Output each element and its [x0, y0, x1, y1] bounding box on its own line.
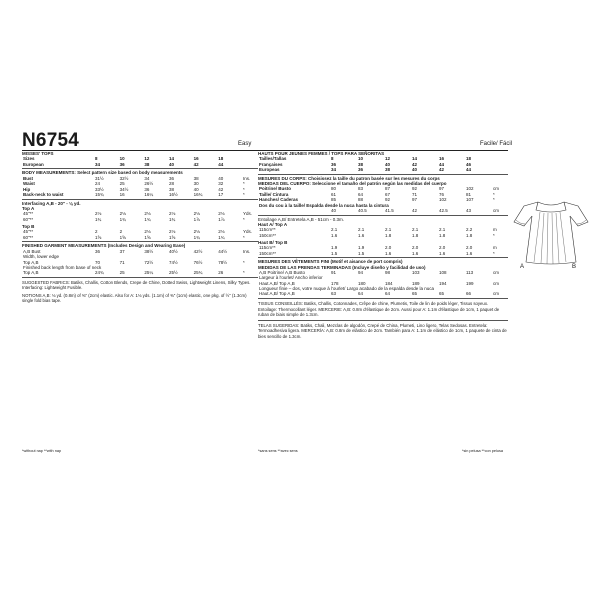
unit-cell: *: [493, 232, 495, 238]
cell: 34: [95, 161, 101, 167]
body-measurements-section-fr: [258, 175, 508, 216]
cell: 1.6: [385, 250, 392, 256]
cell: 74½: [168, 259, 178, 265]
row-label: Finished back length from base of neck: [23, 264, 102, 270]
cell: 12: [144, 156, 150, 162]
cell: 78½: [218, 259, 228, 265]
cell: 42: [218, 186, 224, 192]
row-label: Europeas: [259, 167, 280, 173]
difficulty-fr: Facile/ Fácil: [480, 141, 513, 147]
table-row: [22, 162, 258, 167]
cell: 24: [95, 181, 101, 187]
cell: 199: [466, 280, 474, 286]
cell: 88: [358, 197, 364, 203]
telas-section: [258, 321, 508, 342]
cell: 41.5: [385, 207, 394, 213]
unit-cell: Yds.: [243, 229, 253, 235]
row-label: European: [23, 161, 44, 167]
cell: 1¾: [95, 216, 102, 222]
fabrics-notions-section: [22, 278, 258, 306]
cell: 17: [218, 191, 224, 197]
row-label: 45"**: [23, 211, 34, 217]
cell: 1.8: [466, 232, 473, 238]
cell: 67: [385, 191, 391, 197]
cell: 30: [193, 181, 199, 187]
view-label-b: B: [572, 264, 577, 270]
row-label: 115cm**: [259, 227, 276, 233]
cell: 38: [385, 167, 391, 173]
cell: 2.1: [439, 227, 446, 233]
cell: 2⅛: [144, 211, 151, 217]
cell: 16: [193, 156, 199, 162]
cell: 32½: [119, 175, 129, 181]
cell: 43: [466, 207, 472, 213]
row-label: Bust: [23, 175, 33, 181]
cell: 64: [358, 291, 364, 297]
cell: 65: [439, 291, 445, 297]
row-label: A,B Bust: [23, 248, 41, 254]
cell: 107: [466, 197, 474, 203]
view-title: Haut A/ Top A: [258, 221, 288, 227]
cell: 18: [466, 156, 472, 162]
cell: 25: [119, 270, 125, 276]
cell: 2.1: [358, 227, 365, 233]
cell: 40: [218, 175, 224, 181]
cell: 2.0: [412, 245, 419, 251]
cell: 42: [439, 167, 445, 173]
cell: 92: [385, 197, 391, 203]
cell: 2: [95, 229, 98, 235]
sizes-table-fr: [258, 156, 508, 172]
cell: 108: [439, 269, 447, 275]
sizes-section: [22, 150, 258, 169]
cell: 38: [358, 161, 364, 167]
cell: 92: [412, 186, 418, 192]
cell: 1⅝: [168, 234, 176, 240]
row-label: Top A,B: [23, 270, 39, 276]
interfacing-line: Entoilage A,B/ Entretela A,B - 51cm - 0.3m.: [258, 216, 345, 222]
cell: 28: [168, 181, 174, 187]
cell: 97: [439, 186, 445, 192]
cell: 1.8: [439, 232, 446, 238]
cell: 180: [358, 280, 366, 286]
cell: 36: [331, 161, 337, 167]
cell: 15¾: [95, 191, 104, 197]
telas-sugeridas: TELAS SUGERIDAS: Batiks, Chali, Mezclas de algodón, Crepé de China, Plumeti, Lino ligero, Telas Sedosas. Entretela: Termoadhesiva ligera. MERCERÍA: A,B: 0.8m de elástico de 2cm. También para A: 1.1m de elástico de 1cm, 1 paquete de cinta de bies sencillo de 1.3cm.: [258, 322, 507, 339]
cell: 102: [439, 197, 447, 203]
row-label: Hanches/ Caderas: [259, 197, 299, 203]
row-label: Taille/ Cintura: [259, 191, 289, 197]
row-label: Longueur finie – dos, votre nuque à l'ourlet/ Largo acabado de la espalda desde la nuca: [259, 286, 434, 292]
cell: 26½: [144, 181, 154, 187]
cell: 64: [358, 191, 364, 197]
cell: 1⅝: [95, 234, 102, 240]
cell: 40: [193, 186, 199, 192]
cell: 1⅝: [144, 234, 151, 240]
table-row: [258, 291, 508, 296]
cell: 2⅛: [193, 229, 200, 235]
cell: 1.5: [331, 250, 338, 256]
row-label: A,B Poitrine/ A,B Busto: [259, 269, 306, 275]
row-label: Haut A,B/ Top A,B: [259, 291, 295, 297]
cell: 10: [119, 156, 125, 162]
yardage-section: [22, 200, 258, 243]
row-label: Top A,B: [23, 259, 39, 265]
cell: 16¾: [193, 191, 203, 197]
unit-cell: *: [243, 259, 245, 265]
cell: 34: [331, 167, 337, 173]
section-title: MESURES DES VÊTEMENTS FINI (Motif et aisance de port compris): [258, 259, 403, 265]
row-label: Tailles/Tallas: [259, 156, 287, 162]
cell: 2⅛: [144, 229, 151, 235]
cell: 2.1: [331, 227, 338, 233]
finished-measurements-table-fr: [258, 270, 508, 297]
cell: 1.6: [358, 232, 365, 238]
footnote-es: *sin pelusa **con pelusa: [462, 449, 503, 453]
cell: 2.0: [466, 245, 473, 251]
cell: 2⅛: [168, 211, 176, 217]
row-label: [258, 208, 330, 213]
cell: 16½: [168, 191, 178, 197]
yardage-table-a: [22, 211, 258, 222]
cell: 2.1: [412, 227, 419, 233]
cell: 2⅛: [218, 211, 225, 217]
cell: 1¾: [144, 216, 151, 222]
cell: 1.8: [412, 232, 419, 238]
section-title: MEDIDAS DEL CUERPO: Seleccione el tamaño del patrón según las medidas del cuerpo: [258, 181, 447, 187]
cell: 14: [168, 156, 174, 162]
section-title: BODY MEASUREMENTS: Select pattern size based on body measurements: [22, 170, 183, 176]
cell: 40½: [168, 248, 178, 254]
cell: 40: [412, 167, 418, 173]
finished-measurements-table: [22, 249, 258, 276]
cell: 189: [412, 280, 420, 286]
cell: 2.0: [385, 245, 392, 251]
cell: 1.5: [358, 250, 365, 256]
row-label: 150cm**: [259, 232, 277, 238]
row-label: Waist: [23, 181, 35, 187]
table-row: [258, 233, 508, 238]
cell: 91: [331, 269, 337, 275]
suggested-fabrics: SUGGESTED FABRICS: Batiks, Challis, Cotton Blends, Crepe de Chine, Dotted Swiss, Lightweight Linens, Silky Types. Interfacing: Lightweight Fusible.: [22, 280, 251, 291]
cell: 72½: [144, 259, 154, 265]
unit-cell: *: [243, 234, 245, 240]
cell: 36: [358, 167, 364, 173]
table-row: [22, 217, 258, 222]
unit-cell: cm: [493, 291, 499, 297]
cell: 44½: [218, 248, 228, 254]
cell: 66: [466, 291, 472, 297]
unit-cell: *: [243, 216, 245, 222]
difficulty-en: Easy: [238, 141, 252, 147]
section-title: MESURES DU CORPS: Choisissez la taille du patron basée sur les mesures du corps: [258, 175, 440, 181]
cell: 14: [412, 156, 418, 162]
cell: 1¾: [193, 234, 200, 240]
unit-cell: [492, 167, 508, 172]
unit-cell: *: [243, 191, 245, 197]
cell: 10: [358, 156, 364, 162]
footnote-en: *without nap **with nap: [22, 449, 62, 453]
cell: 98: [385, 269, 391, 275]
cell: 36: [95, 248, 101, 254]
footnote-fr: *sans sens **avec sens: [258, 449, 298, 453]
unit-cell: cm: [493, 269, 499, 275]
unit-cell: cm: [493, 207, 499, 213]
unit-cell: *: [243, 186, 245, 192]
cell: 1¾: [119, 216, 126, 222]
cell: 1.9: [358, 245, 365, 251]
row-label: 45"**: [23, 229, 34, 235]
cell: 34: [144, 175, 150, 181]
unit-cell: *: [493, 197, 495, 203]
sizes-table: [22, 156, 258, 167]
table-row: [22, 192, 258, 197]
cell: 32: [218, 181, 224, 187]
table-row: [22, 235, 258, 240]
french-spanish-column: [258, 150, 508, 342]
table-row: [258, 167, 508, 172]
cell: 40: [331, 207, 337, 213]
unit-cell: Ins.: [243, 175, 251, 181]
unit-cell: *: [243, 270, 245, 276]
notions: NOTIONS A,B: ⅛ yd. (0.8m) of ⅜" (2cm) elastic. Also for A: 1⅛ yds. (1.1m) of ⅜" (1cm) elastic, one pkg. of ½" (1.3cm) single fold bias tape.: [22, 292, 247, 304]
cell: 103: [412, 269, 420, 275]
cell: 76½: [193, 259, 203, 265]
row-label: Françaises: [259, 161, 283, 167]
row-label: Hip: [23, 186, 31, 192]
finished-measurements-section-fr: [258, 258, 508, 299]
table-row: [22, 270, 258, 275]
cell: 194: [439, 280, 447, 286]
section-title: MISSES' TOPS: [22, 151, 54, 156]
row-label: Haut A,B/ Top A,B: [259, 280, 295, 286]
section-title: FINISHED GARMENT MEASUREMENTS (Includes Design and Wearing Ease): [22, 243, 186, 249]
cell: 8: [95, 156, 98, 162]
unit-cell: *: [243, 181, 245, 187]
cell: 46: [466, 161, 472, 167]
cell: 1⅞: [193, 216, 200, 222]
cell: 1.6: [466, 250, 473, 256]
unit-cell: Yds.: [243, 211, 253, 217]
cell: 94: [358, 269, 364, 275]
cell: 38: [193, 175, 199, 181]
cell: 42½: [193, 248, 203, 254]
unit-cell: Ins.: [243, 248, 251, 254]
cell: 42.5: [439, 207, 448, 213]
cell: 42: [412, 207, 418, 213]
section-title: HAUTS POUR JEUNES FEMMES / TOPS PARA SEÑORITAS: [258, 151, 385, 156]
cell: 2⅛: [193, 211, 200, 217]
row-label: Sizes: [23, 156, 35, 162]
cell: 70: [95, 259, 101, 265]
tissus-conseilles: TISSUS CONSEILLÉS: Batiks, Challis, Cotonnades, Crêpe de chine, Plumetis, Toile de lin de poids léger, Tissus soyeux. Entoilage: Thermocollant léger. MERCERIE: A,B: 0.8m d'élastique de 2cm. Aussi pour A: 1.1m d'élastique de 1cm, 1 paquet de ruban de biais simple de 1.3cm.: [258, 301, 500, 318]
cell: 61: [331, 191, 337, 197]
cell: 33½: [95, 186, 104, 192]
cell: 25¼: [144, 270, 154, 276]
finished-measurements-section: [22, 242, 258, 278]
cell: 40.5: [358, 207, 367, 213]
cell: 81: [466, 191, 472, 197]
cell: 1.8: [385, 232, 392, 238]
cell: 1.6: [331, 232, 338, 238]
cell: 25½: [168, 270, 178, 276]
body-measurements-table-fr: [258, 186, 508, 213]
cell: 16: [439, 156, 445, 162]
cell: 65: [412, 291, 418, 297]
cell: 80: [331, 186, 337, 192]
row-label: Largeur à l'ourlet/ Ancho inferior: [259, 275, 323, 281]
cell: 38½: [144, 248, 154, 254]
cell: 1.6: [439, 250, 446, 256]
cell: 44: [218, 161, 224, 167]
cell: 1⅞: [218, 216, 225, 222]
view-title: Top A: [22, 205, 35, 211]
view-title: Top B: [22, 223, 35, 229]
cell: 25: [119, 181, 125, 187]
cell: 34½: [119, 186, 129, 192]
view-title: Haut B/ Top B: [258, 239, 288, 245]
unit-cell: cm: [493, 186, 499, 192]
cell: 63: [331, 291, 337, 297]
cell: 87: [385, 186, 391, 192]
table-row: [258, 208, 508, 213]
cell: 44: [466, 167, 472, 173]
pattern-number: N6754: [22, 130, 79, 151]
cell: 85: [331, 197, 337, 203]
cell: 2⅛: [119, 211, 126, 217]
cell: 2.1: [385, 227, 392, 233]
cell: 2⅛: [95, 211, 102, 217]
row-label: 150cm**: [259, 250, 277, 256]
unit-cell: *: [493, 250, 495, 256]
cell: 36: [119, 161, 125, 167]
cell: 2: [119, 229, 123, 235]
row-label: Back-neck to waist: [23, 191, 64, 197]
yardage-section-fr: [258, 216, 508, 259]
cell: 102: [466, 186, 474, 192]
body-measurements-section: [22, 169, 258, 199]
row-label: 60"**: [23, 234, 34, 240]
cell: 1¾: [218, 234, 225, 240]
cell: 2.0: [439, 245, 446, 251]
cell: 8: [331, 156, 334, 162]
cell: 40: [168, 161, 174, 167]
row-label: 115cm**: [259, 245, 276, 251]
cell: 12: [385, 156, 391, 162]
cell: 31½: [95, 175, 104, 181]
cell: 24¾: [95, 270, 104, 276]
cell: 18: [218, 156, 224, 162]
row-label: Width, lower edge: [23, 254, 60, 260]
cell: 2.2: [466, 227, 473, 233]
cell: 1.6: [412, 250, 419, 256]
body-measurements-table: [22, 176, 258, 198]
english-column: [22, 150, 258, 306]
view-label-a: A: [520, 264, 525, 270]
cell: 1¾: [168, 216, 176, 222]
table-row: [258, 251, 508, 256]
cell: 71: [119, 259, 125, 265]
yardage-table-b-fr: [258, 245, 508, 256]
cell: 1.9: [331, 245, 338, 251]
cell: 83: [358, 186, 364, 192]
cell: 37: [119, 248, 125, 254]
row-label: Poitrine/ Busto: [259, 186, 292, 192]
cell: 2⅛: [168, 229, 176, 235]
cell: 1⅝: [119, 234, 126, 240]
cell: 178: [331, 280, 339, 286]
cell: 97: [412, 197, 418, 203]
cell: 71: [412, 191, 418, 197]
cell: 36: [168, 175, 174, 181]
cell: 64: [385, 291, 391, 297]
cell: 16: [119, 191, 125, 197]
cell: 184: [385, 280, 393, 286]
cell: 38: [144, 161, 150, 167]
cell: 44: [439, 161, 445, 167]
section-title: MEDIDAS DE LAS PRENDAS TERMINADAS (Incluye diseño y facilidad de uso): [258, 264, 426, 270]
cell: 16¼: [144, 191, 154, 197]
cell: 36: [144, 186, 150, 192]
unit-cell: m: [493, 227, 497, 233]
row-label: 60"**: [23, 216, 34, 222]
unit-cell: m: [493, 245, 497, 251]
cell: 38: [168, 186, 174, 192]
unit-cell: cm: [493, 280, 499, 286]
cell: 26: [218, 270, 224, 276]
cell: 113: [466, 269, 474, 275]
unit-cell: *: [493, 191, 495, 197]
garment-technical-drawing: [510, 196, 592, 272]
tissus-section: [258, 299, 508, 321]
yardage-table-a-fr: [258, 227, 508, 238]
cell: 40: [385, 161, 391, 167]
cell: [242, 162, 258, 167]
cell: 76: [439, 191, 445, 197]
cell: 25¾: [193, 270, 203, 276]
sizes-section-fr: [258, 150, 508, 175]
yardage-table-b: [22, 229, 258, 240]
interfacing-line: Interfacing A,B - 20" - ⅛ yd.: [22, 200, 81, 206]
cell: 42: [193, 161, 199, 167]
cell: 42: [412, 161, 418, 167]
cell: 2⅛: [218, 229, 225, 235]
row-label: Dos du cou à la taille/ Espalda desde la nuca hasta la cintura: [259, 202, 389, 208]
